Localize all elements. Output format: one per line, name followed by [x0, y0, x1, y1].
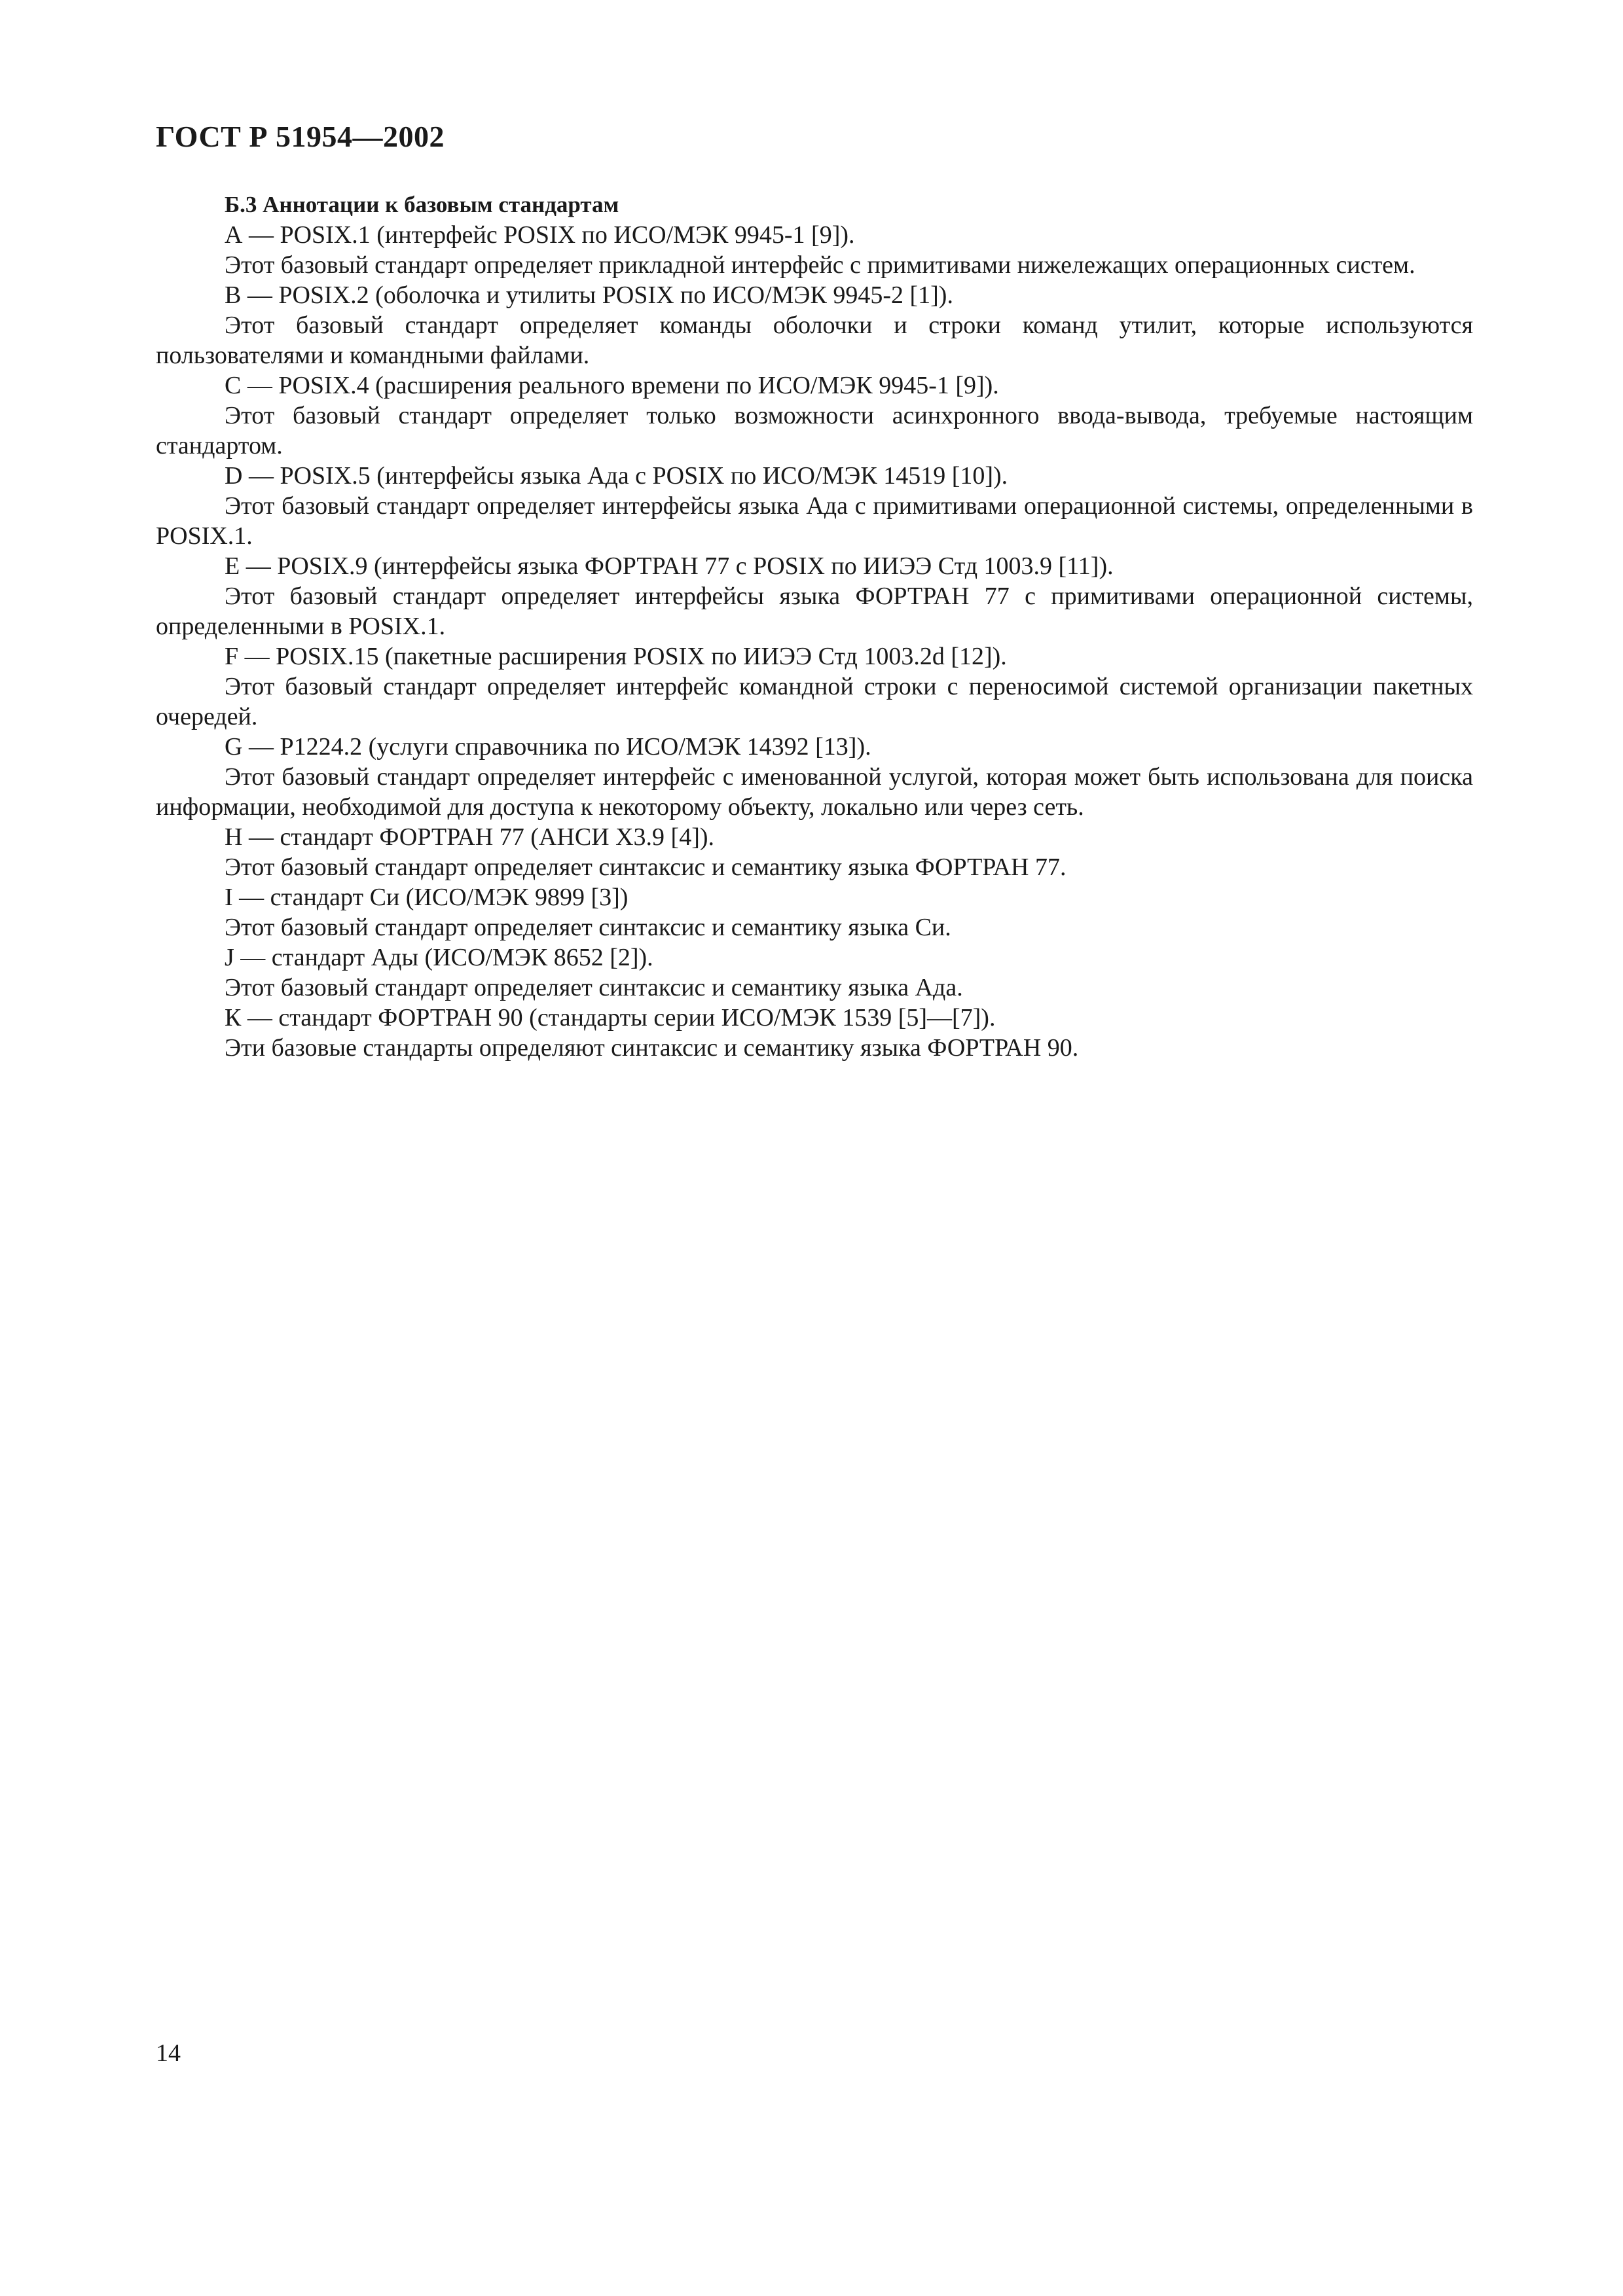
paragraph-k-description: Эти базовые стандарты определяют синтаксис и семантику языка ФОРТРАН 90. [225, 1034, 1079, 1062]
paragraph-g-title: G — Р1224.2 (услуги справочника по ИСО/МЭК 14392 [13]). [225, 733, 871, 761]
paragraph-j-description: Этот базовый стандарт определяет синтаксис и семантику языка Ада. [225, 974, 963, 1001]
paragraph-d-description: Этот базовый стандарт определяет интерфейсы языка Ада с примитивами операционной системы, определенными в POSIX.1. [156, 492, 1473, 550]
paragraph-a-description: Этот базовый стандарт определяет прикладной интерфейс с примитивами нижележащих операционных систем. [225, 251, 1415, 279]
paragraph-h-description: Этот базовый стандарт определяет синтаксис и семантику языка ФОРТРАН 77. [225, 853, 1067, 881]
paragraph-i-description: Этот базовый стандарт определяет синтаксис и семантику языка Си. [225, 914, 951, 941]
page-number: 14 [156, 2039, 181, 2067]
paragraph-d-title: D — POSIX.5 (интерфейсы языка Ада с POSIX по ИСО/МЭК 14519 [10]). [225, 462, 1008, 490]
paragraph-g-description: Этот базовый стандарт определяет интерфейс с именованной услугой, которая может быть использована для поиска информации, необходимой для доступа к некоторому объекту, локально или через сеть. [156, 763, 1473, 821]
document-header: ГОСТ Р 51954—2002 [156, 120, 445, 153]
paragraph-k-title: К — стандарт ФОРТРАН 90 (стандарты серии ИСО/МЭК 1539 [5]—[7]). [225, 1004, 996, 1031]
paragraph-e-title: Е — POSIX.9 (интерфейсы языка ФОРТРАН 77 с POSIX по ИИЭЭ Стд 1003.9 [11]). [225, 552, 1114, 580]
paragraph-j-title: J — стандарт Ады (ИСО/МЭК 8652 [2]). [225, 944, 653, 971]
paragraph-c-description: Этот базовый стандарт определяет только возможности асинхронного ввода-вывода, требуемые настоящим стандартом. [156, 402, 1473, 459]
paragraph-f-title: F — POSIX.15 (пакетные расширения POSIX по ИИЭЭ Стд 1003.2d [12]). [225, 643, 1007, 670]
paragraph-i-title: I — стандарт Си (ИСО/МЭК 9899 [3]) [225, 884, 629, 911]
paragraph-b-description: Этот базовый стандарт определяет команды оболочки и строки команд утилит, которые используются пользователями и командными файлами. [156, 312, 1473, 369]
paragraph-c-title: С — POSIX.4 (расширения реального времени по ИСО/МЭК 9945-1 [9]). [225, 372, 999, 399]
document-body [156, 190, 1473, 1063]
paragraph-b-title: В — POSIX.2 (оболочка и утилиты POSIX по ИСО/МЭК 9945-2 [1]). [225, 281, 953, 309]
section-title: Б.3 Аннотации к базовым стандартам [225, 192, 619, 217]
paragraph-h-title: Н — стандарт ФОРТРАН 77 (АНСИ Х3.9 [4]). [225, 823, 715, 851]
paragraph-f-description: Этот базовый стандарт определяет интерфейс командной строки с переносимой системой организации пакетных очередей. [156, 673, 1473, 730]
paragraph-a-title: А — POSIX.1 (интерфейс POSIX по ИСО/МЭК 9945-1 [9]). [225, 221, 855, 249]
paragraph-e-description: Этот базовый стандарт определяет интерфейсы языка ФОРТРАН 77 с примитивами операционной системы, определенными в POSIX.1. [156, 583, 1473, 640]
